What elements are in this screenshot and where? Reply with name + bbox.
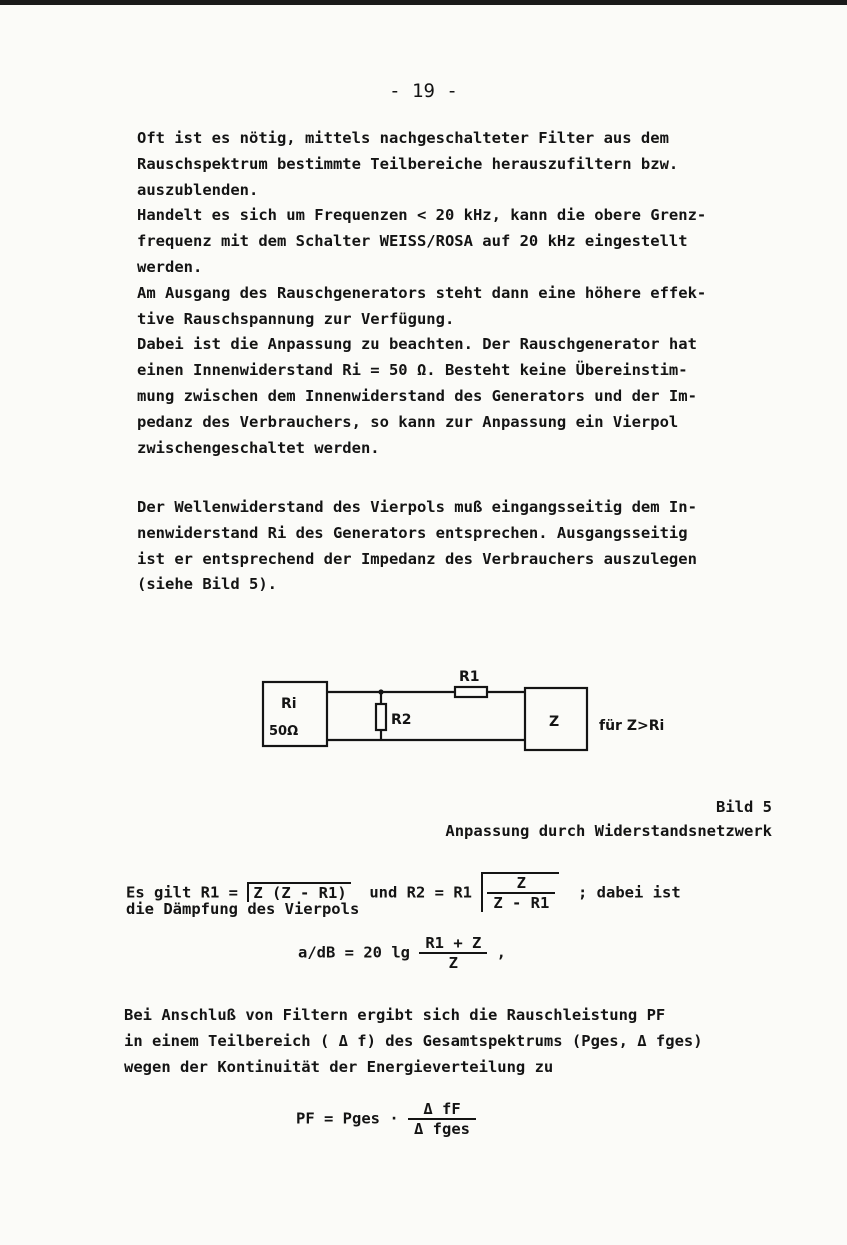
paragraph-wave-impedance: [137, 495, 787, 598]
damping-intro: die Dämpfung des Vierpols: [126, 900, 360, 918]
power-fraction: [408, 1100, 476, 1138]
source-label: Ri: [281, 696, 297, 712]
r2-label: R2: [391, 712, 412, 728]
text-line: in einem Teilbereich ( Δ f) des Gesamtspektrums (Pges, Δ fges): [124, 1031, 703, 1050]
text-line: nenwiderstand Ri des Generators entsprechen. Ausgangsseitig: [137, 523, 688, 542]
r1-resistor: [455, 687, 487, 697]
page-top-border: [0, 0, 847, 5]
r2-numerator: Z: [516, 874, 526, 892]
damping-equation: [298, 934, 506, 972]
r2-resistor: [376, 704, 386, 730]
text-line: Bei Anschluß von Filtern ergibt sich die Rauschleistung PF: [124, 1006, 666, 1024]
damping-lhs: a/dB = 20 lg: [298, 943, 410, 962]
damping-numerator: R1 + Z: [425, 934, 482, 952]
power-lhs: PF = Pges ·: [296, 1109, 399, 1128]
text-line: Handelt es sich um Frequenzen < 20 kHz, kann die obere Grenz-: [137, 206, 707, 225]
text-line: (siehe Bild 5).: [137, 575, 277, 594]
equation-mid: und R2 = R1: [369, 883, 472, 902]
text-line: einen Innenwiderstand Ri = 50 Ω. Besteht keine Übereinstim-: [137, 361, 688, 380]
text-line: zwischengeschaltet werden.: [137, 438, 380, 457]
text-line: Dabei ist die Anpassung zu beachten. Der Rauschgenerator hat: [137, 335, 697, 354]
paragraph-filter-intro: [137, 126, 787, 461]
text-line: pedanz des Verbrauchers, so kann zur Anpassung ein Vierpol: [137, 412, 679, 431]
r2-fraction: [487, 874, 555, 912]
text-line: ist er entsprechend der Impedanz des Verbrauchers auszulegen: [137, 549, 697, 568]
r1-sqrt: [247, 882, 350, 902]
text-line: Oft ist es nötig, mittels nachgeschalteter Filter aus dem: [137, 129, 669, 147]
power-denominator: Δ fges: [408, 1118, 476, 1138]
text-line: mung zwischen dem Innenwiderstand des Generators und der Im-: [137, 386, 697, 405]
paragraph-filter-power: [124, 1003, 774, 1080]
damping-denominator: Z: [419, 952, 487, 972]
equation-tail: ; dabei ist: [578, 883, 681, 902]
r2-denominator: Z - R1: [487, 892, 555, 912]
junction-dot: [378, 689, 383, 694]
text-line: Rauschspektrum bestimmte Teilbereiche herauszufiltern bzw.: [137, 154, 679, 173]
text-line: frequenz mit dem Schalter WEISS/ROSA auf 20 kHz eingestellt: [137, 232, 688, 251]
circuit-diagram: [255, 660, 715, 760]
r1-radicand: Z (Z - R1): [253, 883, 347, 902]
text-line: wegen der Kontinuität der Energieverteilung zu: [124, 1057, 554, 1076]
figure-number: Bild 5: [716, 798, 772, 816]
condition-label: für Z>Ri: [599, 718, 665, 734]
power-numerator: Δ fF: [423, 1100, 461, 1118]
source-value: 50Ω: [269, 724, 299, 739]
text-line: Am Ausgang des Rauschgenerators steht dann eine höhere effek-: [137, 283, 707, 302]
damping-end: ,: [496, 943, 507, 962]
text-line: werden.: [137, 257, 203, 276]
r1-label: R1: [459, 669, 480, 685]
load-label: Z: [549, 714, 560, 730]
equation-intro: Es gilt R1 =: [126, 883, 238, 902]
text-line: tive Rauschspannung zur Verfügung.: [137, 309, 455, 328]
damping-fraction: [419, 934, 487, 972]
r2-sqrt: [481, 872, 559, 912]
figure-caption: Anpassung durch Widerstandsnetzwerk: [445, 822, 772, 840]
text-line: auszublenden.: [137, 180, 259, 199]
noise-power-equation: [296, 1100, 476, 1138]
page-number: - 19 -: [389, 80, 458, 102]
text-line: Der Wellenwiderstand des Vierpols muß eingangsseitig dem In-: [137, 498, 697, 516]
